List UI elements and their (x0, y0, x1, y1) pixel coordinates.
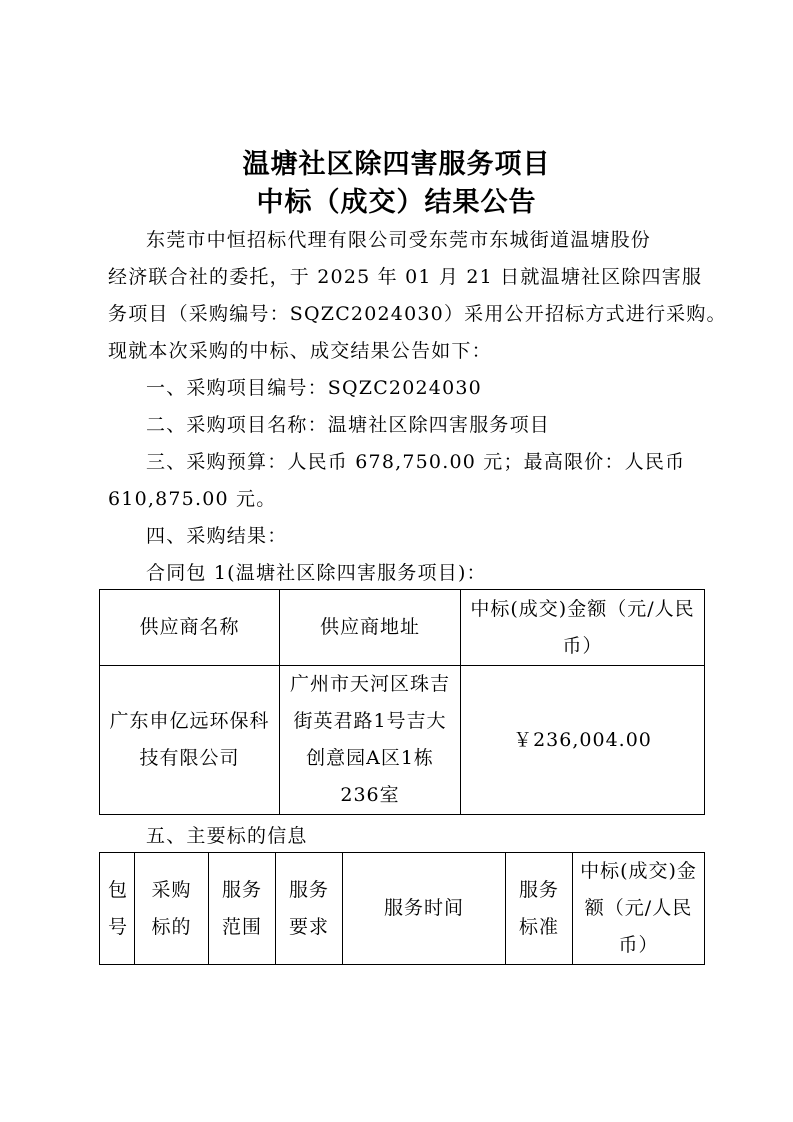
result-table-header-row (100, 590, 705, 666)
bid-amount-cell: ￥236,004.00 (461, 666, 705, 815)
subject-table-header-row (100, 853, 705, 965)
procurement-number: 一、采购项目编号：SQZC2024030 (146, 377, 482, 399)
header-service-time: 服务时间 (343, 853, 506, 965)
intro-paragraph-line-1: 东莞市中恒招标代理有限公司受东莞市东城街道温塘股份 (146, 229, 652, 251)
result-table (99, 589, 705, 815)
intro-paragraph-line-2: 经济联合社的委托，于 2025 年 01 月 21 日就温塘社区除四害服 (108, 266, 703, 288)
header-service-requirements: 服务要求 (276, 853, 343, 965)
header-supplier-address: 供应商地址 (280, 590, 461, 666)
subject-info-heading: 五、主要标的信息 (146, 825, 308, 847)
title-line-1: 温塘社区除四害服务项目 (242, 149, 551, 180)
header-service-scope: 服务范围 (209, 853, 276, 965)
intro-paragraph-line-3: 务项目（采购编号：SQZC2024030）采用公开招标方式进行采购。 (108, 303, 727, 325)
intro-paragraph-line-4: 现就本次采购的中标、成交结果公告如下： (108, 340, 492, 362)
table-row (100, 666, 705, 815)
header-service-standard: 服务标准 (506, 853, 573, 965)
supplier-name-cell: 广东申亿远环保科技有限公司 (100, 666, 280, 815)
procurement-name: 二、采购项目名称：温塘社区除四害服务项目 (146, 414, 551, 436)
procurement-result-heading: 四、采购结果： (146, 525, 288, 547)
header-bid-amount: 中标(成交)金额（元/人民币） (461, 590, 705, 666)
header-subject-bid-amount: 中标(成交)金额（元/人民币） (573, 853, 705, 965)
procurement-budget-line-2: 610,875.00 元。 (108, 488, 277, 510)
procurement-budget-line-1: 三、采购预算：人民币 678,750.00 元；最高限价：人民币 (146, 451, 686, 473)
header-supplier-name: 供应商名称 (100, 590, 280, 666)
subject-table (99, 852, 705, 965)
contract-package-label: 合同包 1(温塘社区除四害服务项目)： (146, 562, 487, 584)
title-line-2: 中标（成交）结果公告 (256, 187, 537, 218)
supplier-address-cell: 广州市天河区珠吉街英君路1号吉大创意园A区1栋236室 (280, 666, 461, 815)
header-procurement-subject: 采购标的 (135, 853, 209, 965)
header-package-number: 包号 (100, 853, 135, 965)
